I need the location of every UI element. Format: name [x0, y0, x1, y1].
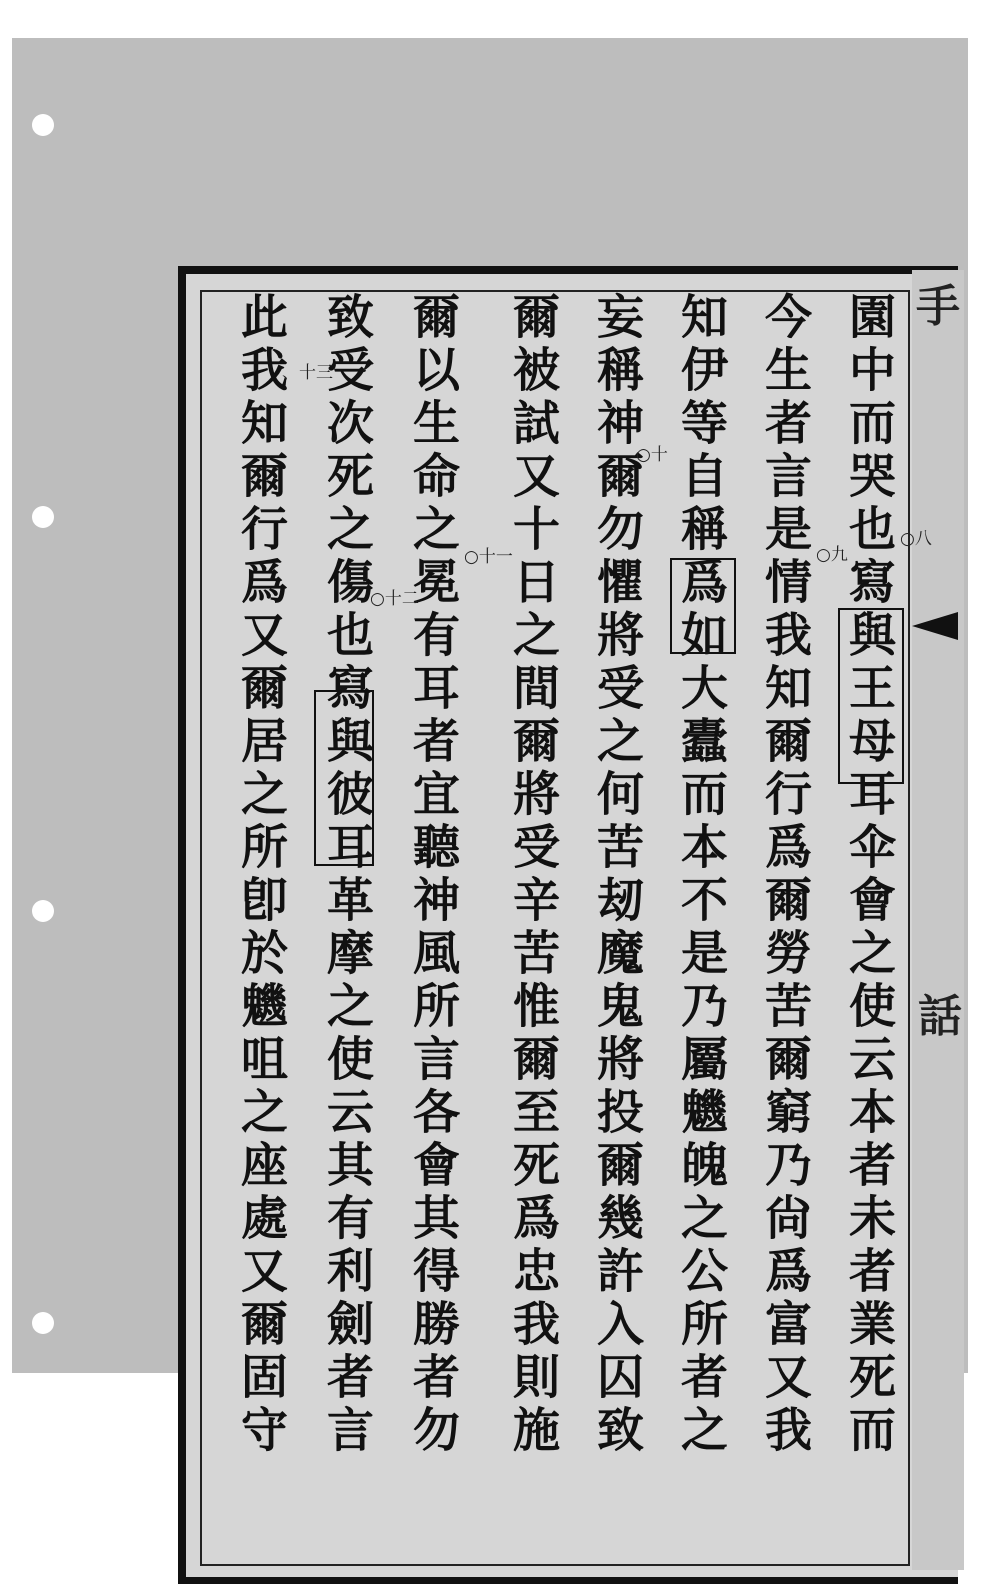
edge-char-top: 手	[916, 281, 960, 332]
text-column-2: 今生者言是情我知爾行爲爾勞苦爾窮乃尙爲富又我	[757, 292, 812, 1458]
text-column-4: 妄稱神爾勿懼將受之何苦刼魔鬼將投爾幾許入囚致	[589, 292, 644, 1458]
binder-hole	[32, 900, 54, 922]
footnote-marker-10: ○十	[636, 445, 668, 465]
footnote-marker-13: 、十三	[282, 363, 333, 383]
footnote-marker-11: ○十一	[464, 547, 513, 567]
footnote-marker-8: ○八	[900, 529, 932, 549]
boxed-name-2	[670, 558, 736, 654]
binder-hole	[32, 114, 54, 136]
text-column-5: 爾被試又十日之間爾將受辛苦惟爾至死爲忠我則施	[505, 292, 560, 1458]
text-column-3: 知伊等自稱爲如大蠹而本不是乃屬魕魄之公所者之	[673, 292, 728, 1458]
text-column-8: 此我知爾行爲又爾居之所卽於魕咀之座處又爾固守	[233, 292, 288, 1458]
fishtail-marker	[912, 612, 958, 640]
text-column-6: 爾以生命之冕有耳者宜聽神風所言各會其得勝者勿	[405, 292, 460, 1458]
binder-hole	[32, 506, 54, 528]
boxed-name-3	[314, 690, 374, 866]
binder-hole	[32, 1312, 54, 1334]
edge-char-side: 話	[918, 991, 962, 1042]
text-column-7: 致受次死之傷也寫與彼耳革摩之使云其有利劍者言	[319, 292, 374, 1458]
footnote-marker-9: ○九	[816, 545, 848, 565]
footnote-marker-12: ○十二	[370, 589, 419, 609]
boxed-name-1	[838, 608, 904, 784]
text-column-1: 園中而哭也寫與王母耳伞會之使云本者未者業死而	[841, 292, 896, 1458]
adjacent-page-edge	[912, 270, 964, 1570]
